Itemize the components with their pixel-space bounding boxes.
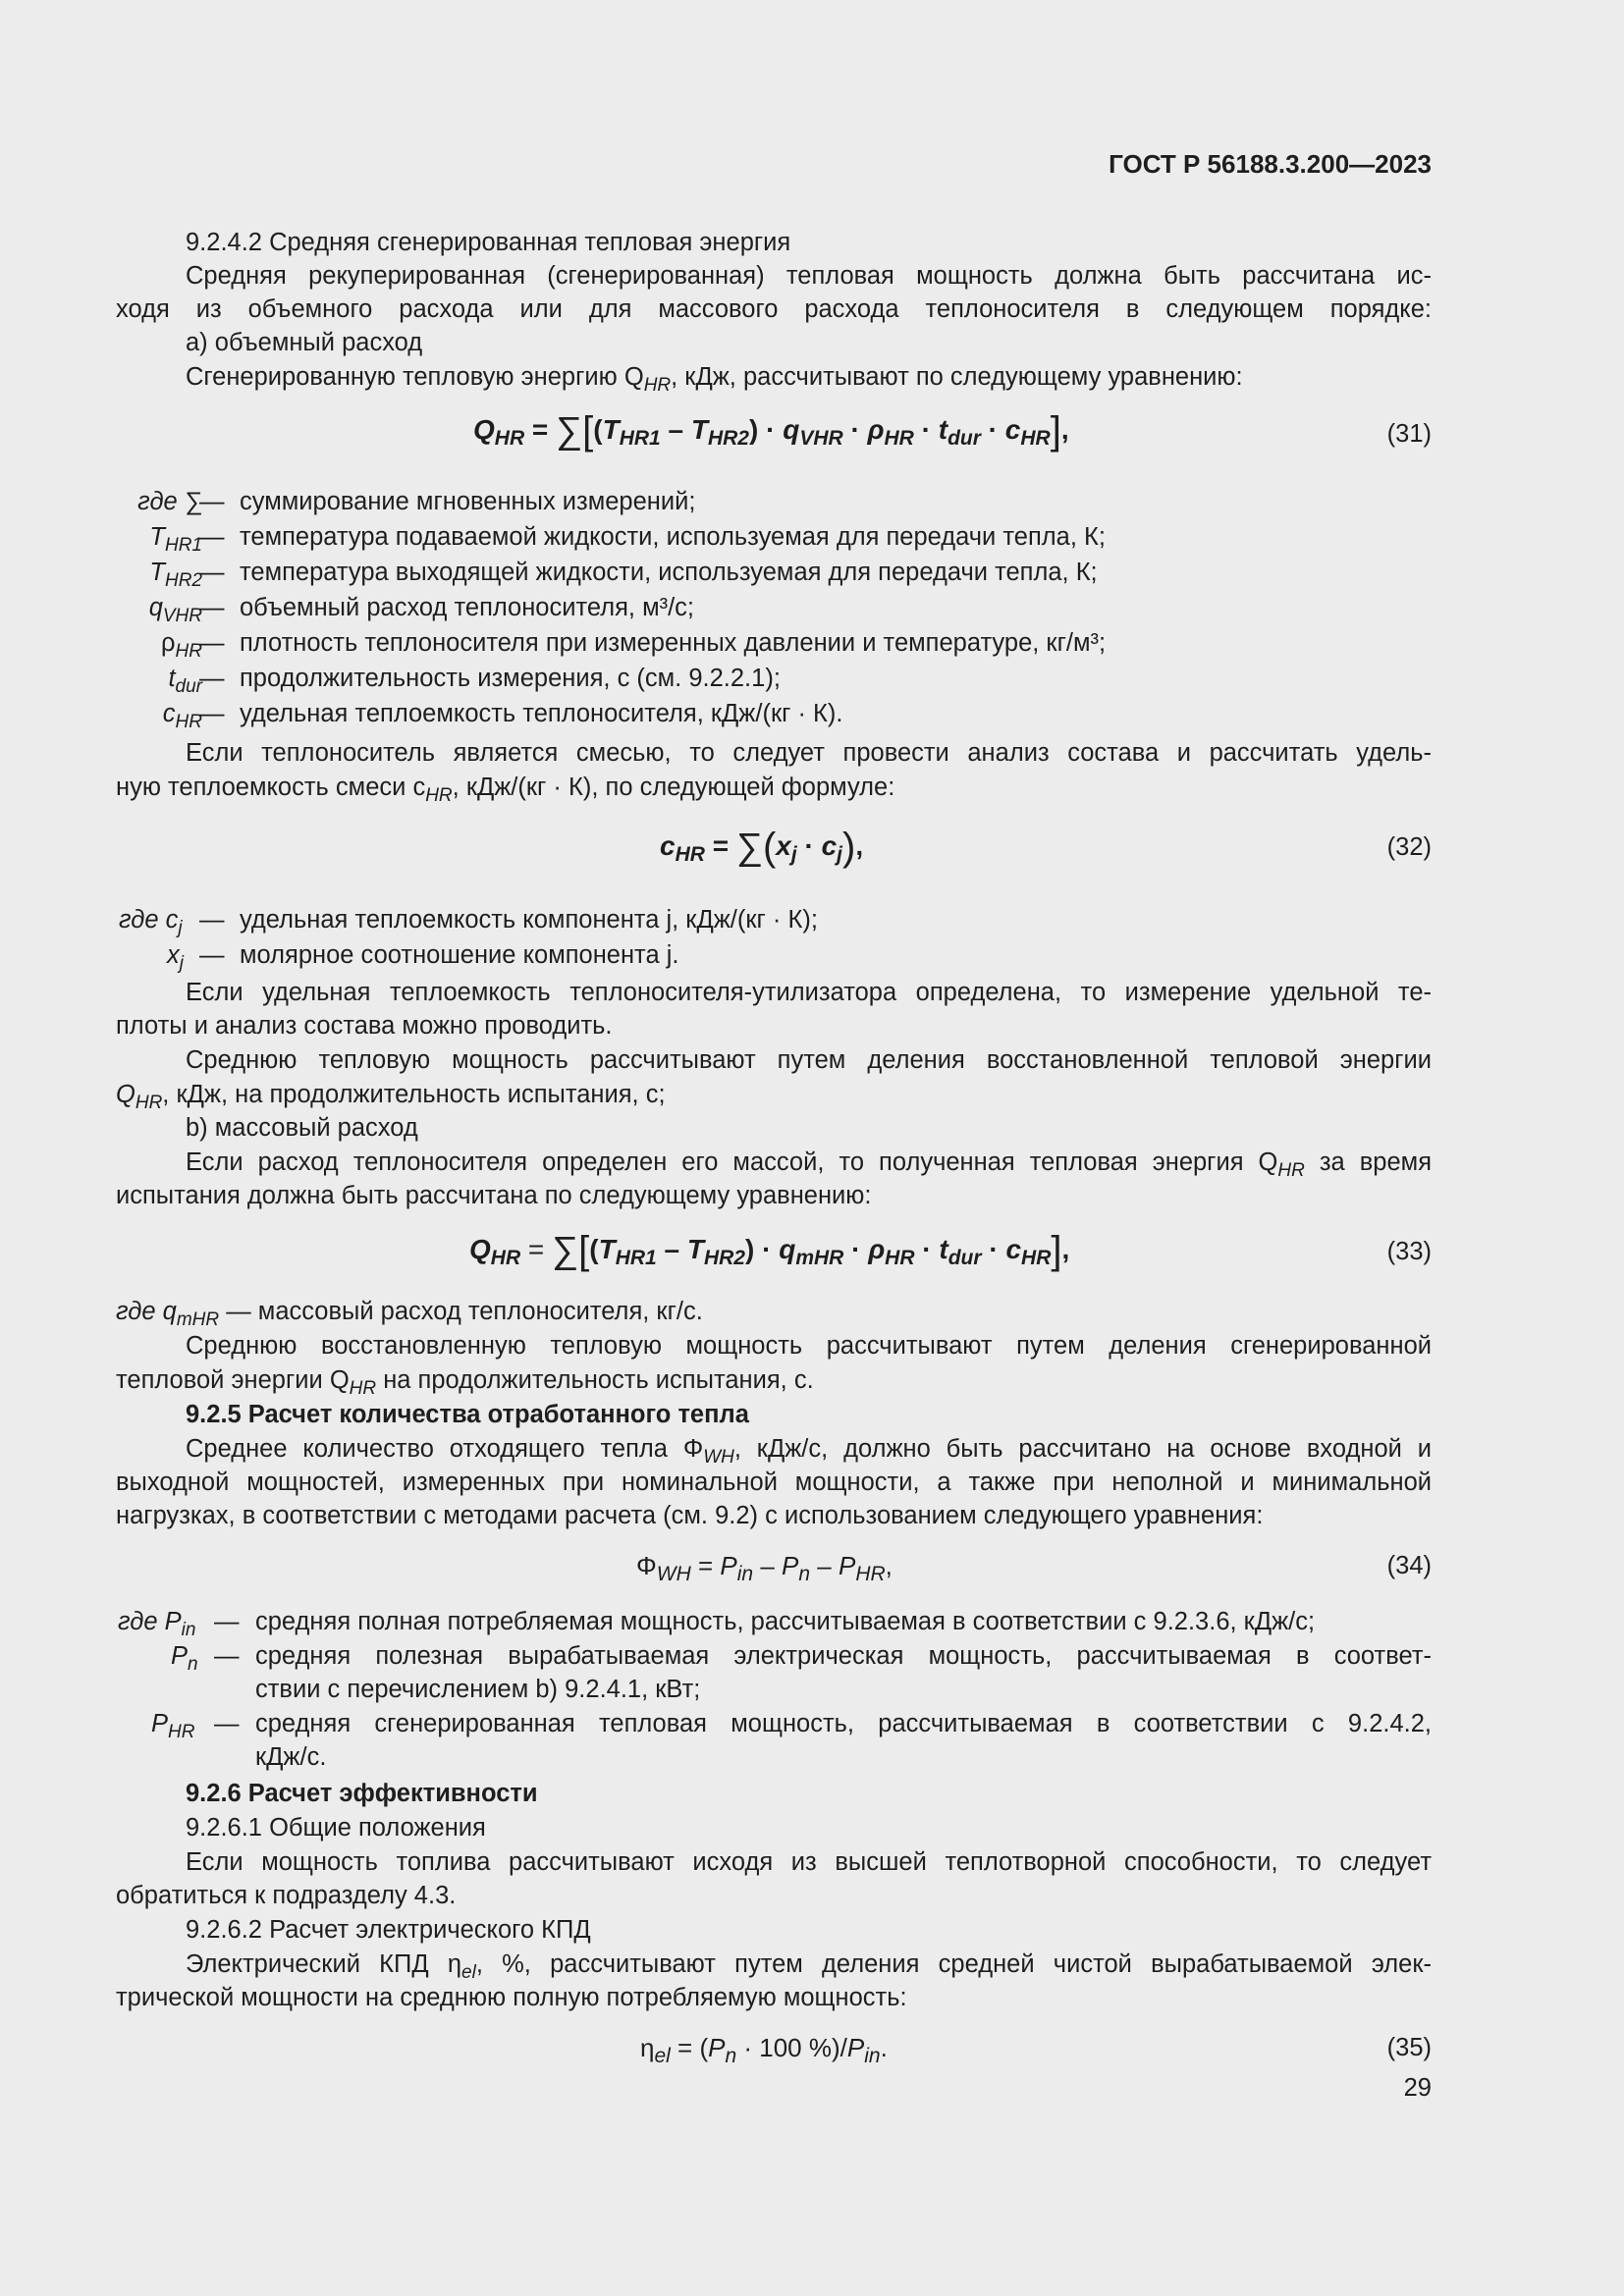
equation-35: $\eta_{el} = (P_n \cdot 100$ $\%)/P_{in}$. (640, 2033, 888, 2067)
where-dash: — (199, 488, 225, 515)
paragraph-line: ходя из объемного расхода или для массового расхода теплоносителя в следующем порядке: (116, 295, 1432, 323)
where-text: средняя сгенерированная тепловая мощность, рассчитываемая в соответствии с 9.2.4.2, (255, 1710, 1432, 1737)
where-symbol: где ∑ (137, 488, 202, 515)
where-symbol: $\rho_{HR}$ (161, 629, 202, 662)
where-text: продолжительность измерения, с (см. 9.2.2.1); (240, 665, 781, 692)
section-heading-9-2-4-2: 9.2.4.2 Средняя сгенерированная тепловая энергия (186, 229, 791, 256)
paragraph-line: Средняя рекуперированная (сгенерированная) тепловая мощность должна быть рассчитана ис- (186, 262, 1432, 290)
equation-number: (34) (1386, 1552, 1432, 1579)
paragraph-line: испытания должна быть рассчитана по следующему уравнению: (116, 1182, 872, 1209)
paragraph-line: Если теплоноситель является смесью, то следует провести анализ состава и рассчитать удель- (186, 739, 1432, 767)
where-symbol: $x_j$ (167, 941, 184, 974)
where-text: температура выходящей жидкости, используемая для передачи тепла, К; (240, 559, 1098, 586)
equation-33: $Q_{HR} = \sum[(T_{HR1} - T_{HR2}) \cdot q_{mHR} \cdot \rho_{HR} \cdot t_{dur} \cdot c_{HR}]$, (469, 1229, 1070, 1272)
equation-number: (35) (1386, 2034, 1432, 2061)
where-text: кДж/с. (255, 1743, 327, 1771)
paragraph-line: Среднюю восстановленную тепловую мощность рассчитывают путем деления сгенерированной (186, 1332, 1432, 1360)
where-text: суммирование мгновенных измерений; (240, 488, 696, 515)
page-number: 29 (1403, 2074, 1432, 2102)
where-dash: — (214, 1642, 240, 1670)
where-dash: — (199, 594, 225, 621)
where-text: средняя полная потребляемая мощность, рассчитываемая в соответствии с 9.2.3.6, кДж/с; (255, 1608, 1316, 1635)
where-symbol: где $P_{in}$ (118, 1608, 196, 1640)
where-symbol: $P_n$ (171, 1642, 198, 1675)
paragraph-line: плоты и анализ состава можно проводить. (116, 1012, 613, 1040)
where-text: объемный расход теплоносителя, м³/с; (240, 594, 695, 621)
section-heading-9-2-6: 9.2.6 Расчет эффективности (186, 1780, 538, 1807)
paragraph-line: Если расход теплоносителя определен его массой, то полученная тепловая энергия $Q_{HR}$ за время (186, 1148, 1432, 1181)
where-symbol: $q_{VHR}$ (148, 594, 202, 626)
equation-number: (32) (1386, 833, 1432, 861)
paragraph-line: ную теплоемкость смеси $c_{HR}$, кДж/(кг · К), по следующей формуле: (116, 774, 895, 806)
paragraph-line: Если удельная теплоемкость теплоносителя-утилизатора определена, то измерение удельной те- (186, 979, 1432, 1006)
equation-number: (33) (1386, 1238, 1432, 1265)
paragraph-line: $Q_{HR}$, кДж, на продолжительность испытания, с; (116, 1081, 666, 1113)
where-text: удельная теплоемкость теплоносителя, кДж/(кг · К). (240, 700, 843, 727)
paragraph-line: Среднюю тепловую мощность рассчитывают путем деления восстановленной тепловой энергии (186, 1046, 1432, 1074)
where-dash: — (199, 559, 225, 586)
equation-31: $Q_{HR} = \sum[(T_{HR1} - T_{HR2}) \cdot q_{VHR} \cdot \rho_{HR} \cdot t_{dur} \cdot c_{HR}]$, (473, 409, 1069, 453)
paragraph-line: Сгенерированную тепловую энергию $Q_{HR}$, кДж, рассчитывают по следующему уравнению: (186, 363, 1243, 396)
where-symbol: $c_{HR}$ (162, 700, 202, 732)
equation-34: $\Phi_{WH} = P_{in} - P_n - P_{HR}$, (636, 1551, 893, 1585)
where-text: средняя полезная вырабатываемая электрическая мощность, рассчитываемая в соответ- (255, 1642, 1432, 1670)
where-dash: — (199, 941, 225, 969)
paragraph-line: Если мощность топлива рассчитывают исходя из высшей теплотворной способности, то следует (186, 1848, 1432, 1876)
where-symbol: $T_{HR1}$ (149, 523, 202, 556)
where-symbol: $T_{HR2}$ (149, 559, 202, 591)
document-header: ГОСТ Р 56188.3.200—2023 (1109, 149, 1432, 179)
where-33: где $q_{mHR}$ — массовый расход теплоносителя, кг/с. (116, 1298, 703, 1330)
paragraph-line: тепловой энергии $Q_{HR}$ на продолжительность испытания, с. (116, 1366, 814, 1399)
where-text: плотность теплоносителя при измеренных давлении и температуре, кг/м³; (240, 629, 1107, 657)
where-dash: — (199, 665, 225, 692)
paragraph-line: выходной мощностей, измеренных при номинальной мощности, а также при неполной и минимальной (116, 1468, 1432, 1496)
where-dash: — (199, 523, 225, 551)
where-dash: — (199, 700, 225, 727)
paragraph-line: трической мощности на среднюю полную потребляемую мощность: (116, 1984, 907, 2011)
where-text: удельная теплоемкость компонента j, кДж/(кг · К); (240, 906, 818, 934)
where-symbol: $P_{HR}$ (151, 1710, 195, 1742)
where-text: молярное соотношение компонента j. (240, 941, 679, 969)
paragraph-line: обратиться к подразделу 4.3. (116, 1882, 457, 1909)
list-item-a: а) объемный расход (186, 329, 423, 356)
where-symbol: где $c_j$ (119, 906, 183, 938)
where-symbol: $t_{dur}$ (168, 665, 202, 697)
paragraph-line: Среднее количество отходящего тепла $\Phi_{WH}$, кДж/с, должно быть рассчитано на основе входной и (186, 1435, 1432, 1468)
equation-32: $c_{HR} = \sum(x_j \cdot c_j)$, (660, 826, 864, 869)
where-dash: — (214, 1608, 240, 1635)
subsection-heading-9-2-6-1: 9.2.6.1 Общие положения (186, 1814, 486, 1842)
equation-number: (31) (1386, 420, 1432, 448)
where-dash: — (214, 1710, 240, 1737)
list-item-b: b) массовый расход (186, 1114, 418, 1142)
where-dash: — (199, 629, 225, 657)
paragraph-line: Электрический КПД $\eta_{el}$, %, рассчитывают путем деления средней чистой вырабатываемой элек- (186, 1950, 1432, 1983)
where-dash: — (199, 906, 225, 934)
where-text: температура подаваемой жидкости, используемая для передачи тепла, К; (240, 523, 1106, 551)
paragraph-line: нагрузках, в соответствии с методами расчета (см. 9.2) с использованием следующего уравнения: (116, 1502, 1264, 1529)
subsection-heading-9-2-6-2: 9.2.6.2 Расчет электрического КПД (186, 1916, 591, 1944)
section-heading-9-2-5: 9.2.5 Расчет количества отработанного тепла (186, 1401, 749, 1428)
where-text: ствии с перечислением b) 9.2.4.1, кВт; (255, 1676, 701, 1703)
